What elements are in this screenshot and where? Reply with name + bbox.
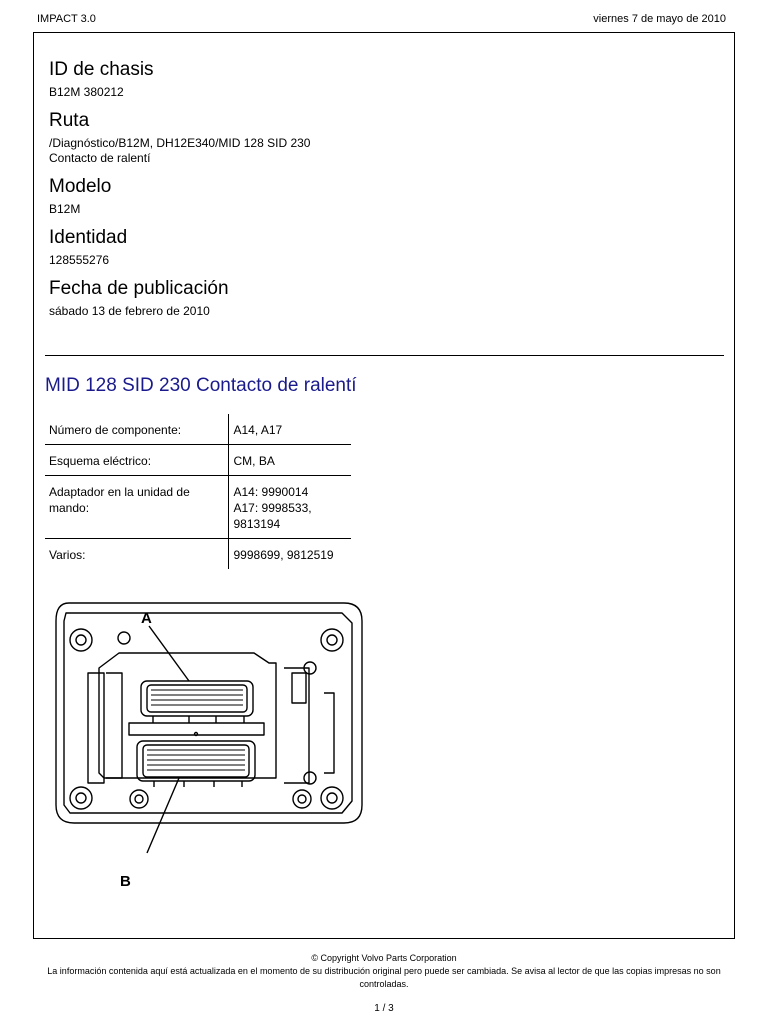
control-unit-diagram [44,573,379,890]
copyright: © Copyright Volvo Parts Corporation [311,953,457,963]
component-table [45,414,351,569]
diagram-label-a: A [141,610,152,627]
row-value: A14, A17 [228,414,351,445]
meta-heading: Fecha de publicación [49,278,229,299]
row-label: Varios: [49,548,86,562]
meta-publish-date [49,277,709,319]
page-number: 1 / 3 [374,1003,394,1014]
divider [45,355,724,356]
row-label: Esquema eléctrico: [45,445,228,476]
page-footer [0,952,768,991]
meta-heading: Modelo [49,176,112,197]
value-line: A14: 9990014 [233,485,309,499]
metadata-section [49,58,709,328]
meta-value: sábado 13 de febrero de 2010 [49,304,210,318]
table-row [45,539,351,570]
row-value: 9998699, 9812519 [228,539,351,570]
row-value [228,476,351,539]
meta-value: 128555276 [49,253,110,267]
table-row [45,414,351,445]
table-row [45,476,351,539]
meta-identity [49,226,709,268]
table-row [45,445,351,476]
meta-chassis-id [49,58,709,100]
document-title: MID 128 SID 230 Contacto de ralentí [45,375,357,396]
diagram-label-b: B [120,873,131,890]
row-label: Adaptador en la unidad de mando: [45,476,228,539]
meta-heading: Ruta [49,110,90,131]
row-value: CM, BA [228,445,351,476]
meta-value: B12M [49,202,81,216]
row-label: Número de componente: [45,414,228,445]
meta-route [49,109,709,166]
meta-heading: Identidad [49,227,128,248]
value-line: 9813194 [233,517,281,531]
meta-value-line2: Contacto de ralentí [49,151,151,165]
header-date: viernes 7 de mayo de 2010 [593,13,726,25]
document-frame [33,32,735,939]
disclaimer: La información contenida aquí está actualizada en el momento de su distribución original pero puede ser cambiada. Se avisa al lector de que las copias impresas no son controladas. [47,966,721,989]
meta-heading: ID de chasis [49,59,154,80]
meta-model [49,175,709,217]
meta-value: B12M 380212 [49,85,124,99]
app-name: IMPACT 3.0 [37,13,96,25]
meta-value: /Diagnóstico/B12M, DH12E340/MID 128 SID 230 [49,136,311,150]
value-line: A17: 9998533, [233,501,312,515]
page-header [37,13,726,29]
